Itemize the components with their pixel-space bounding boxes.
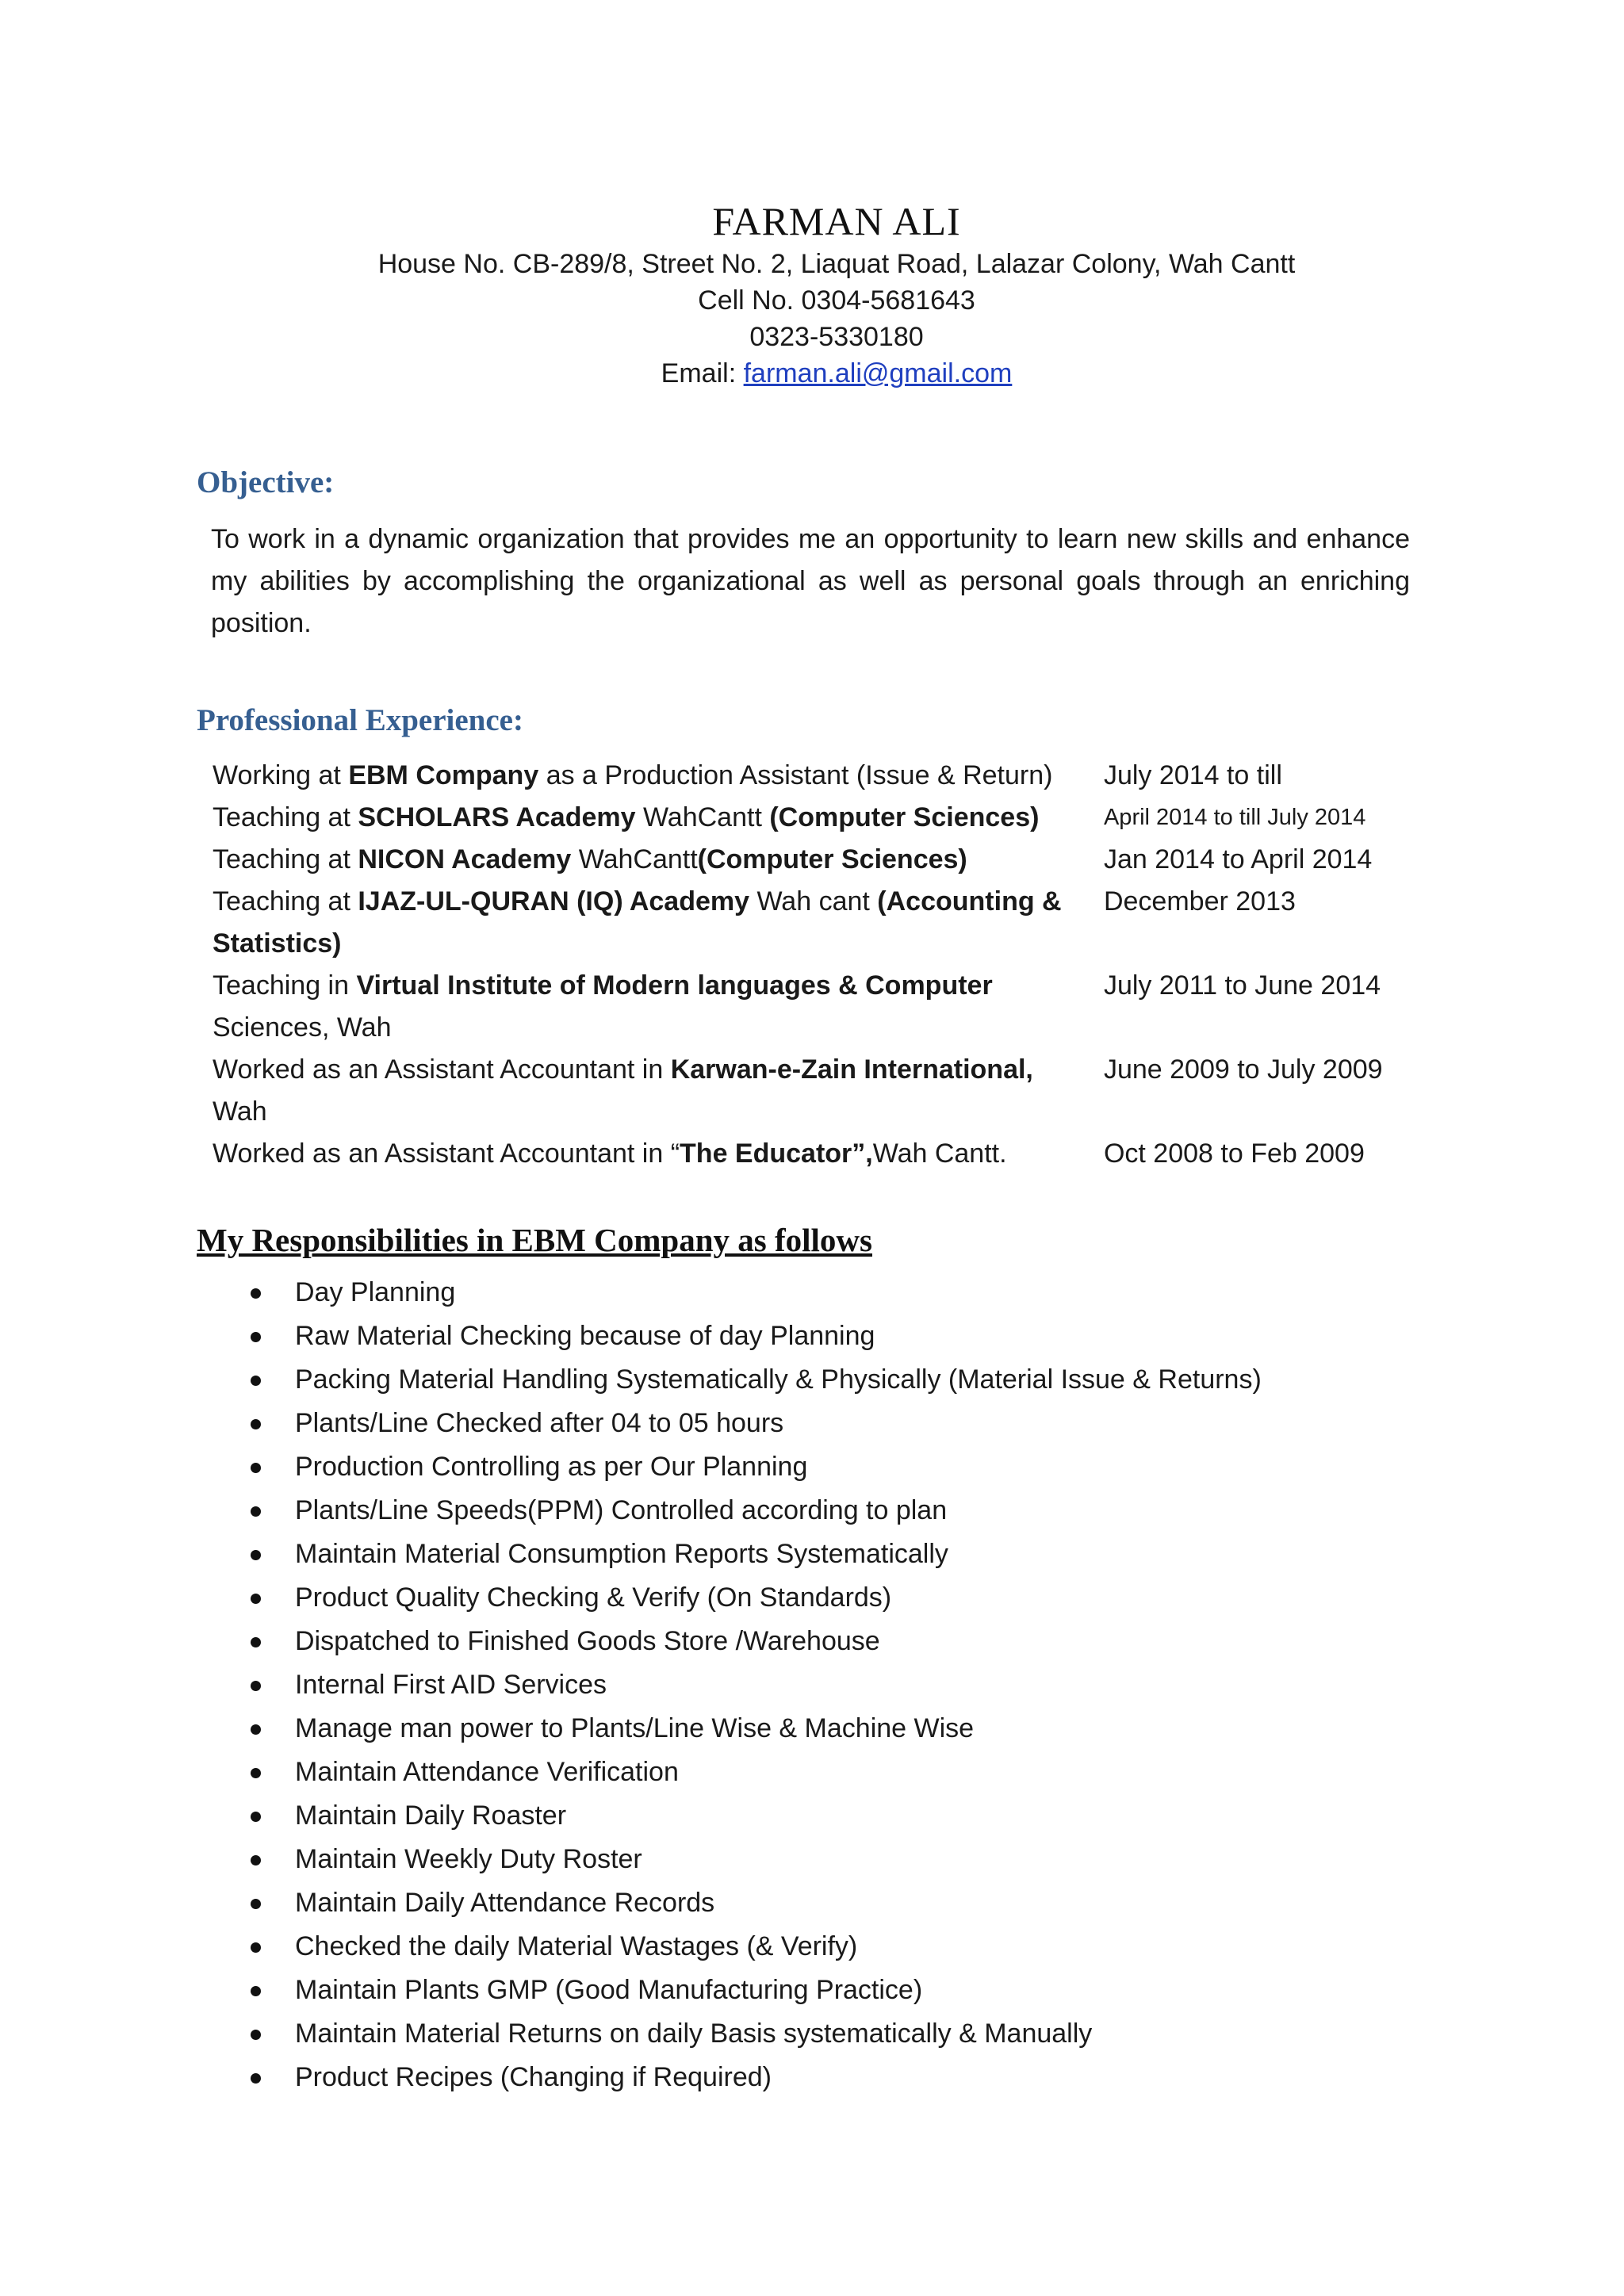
list-item-text: Dispatched to Finished Goods Store /Warehouse — [295, 1626, 880, 1656]
experience-text-part: IJAZ-UL-QURAN (IQ) Academy — [358, 886, 750, 916]
experience-text-part: Wah — [213, 1096, 267, 1127]
bullet-icon — [251, 1594, 261, 1604]
list-item-text: Internal First AID Services — [295, 1670, 607, 1700]
experience-text-part: SCHOLARS Academy — [358, 802, 636, 832]
experience-table — [213, 755, 1434, 1175]
bullet-icon — [251, 1681, 261, 1691]
experience-text-part: Teaching at — [213, 886, 358, 916]
list-item — [246, 1271, 1262, 1314]
list-item — [246, 1489, 1262, 1533]
bullet-icon — [251, 1376, 261, 1386]
bullet-icon — [251, 1419, 261, 1429]
list-item — [246, 1794, 1262, 1838]
responsibilities-heading: My Responsibilities in EBM Company as follows — [197, 1222, 872, 1258]
experience-description — [213, 1133, 1104, 1175]
experience-text-part: Sciences, Wah — [213, 1012, 392, 1043]
list-item-text: Maintain Plants GMP (Good Manufacturing Practice) — [295, 1975, 923, 2005]
list-item-text: Day Planning — [295, 1277, 456, 1307]
experience-description — [213, 965, 1104, 1049]
list-item-text: Maintain Daily Roaster — [295, 1800, 567, 1831]
list-item — [246, 1751, 1262, 1794]
list-item-text: Maintain Material Returns on daily Basis systematically & Manually — [295, 2019, 1093, 2049]
list-item — [246, 1576, 1262, 1620]
experience-date: Oct 2008 to Feb 2009 — [1103, 1138, 1365, 1169]
list-item-text: Maintain Material Consumption Reports Systematically — [295, 1539, 948, 1569]
list-item-text: Manage man power to Plants/Line Wise & Machine Wise — [295, 1713, 975, 1743]
objective-text: To work in a dynamic organization that provides me an opportunity to learn new skills and enhance my abilities by accomplishing the organizational as well as personal goals through an enriching position. — [211, 524, 1410, 638]
candidate-name: FARMAN ALI — [712, 199, 961, 243]
experience-text-part: WahCantt — [571, 844, 698, 874]
experience-heading: Professional Experience: — [197, 703, 523, 737]
experience-text-part: EBM Company — [348, 760, 539, 790]
experience-description — [213, 1049, 1104, 1133]
experience-date: December 2013 — [1103, 886, 1296, 916]
experience-text-part: The Educator”, — [680, 1138, 873, 1169]
list-item — [246, 1881, 1262, 1925]
bullet-icon — [251, 1724, 261, 1735]
list-item — [246, 1707, 1262, 1751]
bullet-icon — [251, 1768, 261, 1778]
list-item-text: Plants/Line Speeds(PPM) Controlled according to plan — [295, 1495, 948, 1525]
list-item-text: Product Recipes (Changing if Required) — [295, 2062, 772, 2092]
email-label: Email: — [661, 358, 744, 388]
email-line — [0, 355, 1624, 392]
experience-text-part: Teaching at — [213, 802, 358, 832]
list-item-text: Maintain Weekly Duty Roster — [295, 1844, 642, 1874]
list-item — [246, 1838, 1262, 1881]
experience-row — [213, 839, 1434, 881]
experience-text-part: Teaching in — [213, 970, 357, 1001]
resume-header — [0, 197, 1624, 392]
cell-number: Cell No. 0304-5681643 — [698, 285, 975, 316]
experience-row — [213, 881, 1434, 965]
list-item-text: Maintain Attendance Verification — [295, 1757, 679, 1787]
list-item — [246, 1402, 1262, 1445]
address-line: House No. CB-289/8, Street No. 2, Liaquat Road, Lalazar Colony, Wah Cantt — [377, 249, 1296, 279]
list-item-text: Maintain Daily Attendance Records — [295, 1888, 715, 1918]
list-item-text: Plants/Line Checked after 04 to 05 hours — [295, 1408, 784, 1438]
bullet-icon — [251, 1506, 261, 1517]
bullet-icon — [251, 1855, 261, 1866]
email-link[interactable]: farman.ali@gmail.com — [743, 358, 1013, 388]
experience-description — [213, 839, 1104, 881]
list-item — [246, 1445, 1262, 1489]
experience-text-part: Worked as an Assistant Accountant in “ — [213, 1138, 680, 1169]
objective-heading: Objective: — [197, 465, 335, 499]
experience-text-part: (Accounting & Statistics) — [213, 886, 1062, 959]
list-item-text: Checked the daily Material Wastages (& Verify) — [295, 1931, 858, 1961]
experience-text-part: Wah cant — [749, 886, 878, 916]
experience-date: July 2014 to till — [1103, 760, 1282, 790]
list-item-text: Production Controlling as per Our Planning — [295, 1452, 808, 1482]
experience-date: April 2014 to till July 2014 — [1103, 805, 1366, 830]
experience-row — [213, 797, 1434, 839]
list-item — [246, 1663, 1262, 1707]
experience-row — [213, 755, 1434, 797]
responsibilities-list — [246, 1271, 1262, 2099]
list-item — [246, 1314, 1262, 1358]
experience-description — [213, 881, 1104, 965]
experience-date: Jan 2014 to April 2014 — [1103, 844, 1373, 874]
bullet-icon — [251, 1550, 261, 1560]
experience-date: June 2009 to July 2009 — [1103, 1054, 1383, 1085]
bullet-icon — [251, 1986, 261, 1996]
list-item — [246, 1925, 1262, 1969]
experience-text-part: (Computer Sciences) — [697, 844, 967, 874]
list-item — [246, 1358, 1262, 1402]
list-item — [246, 2012, 1262, 2056]
bullet-icon — [251, 1942, 261, 1953]
experience-row — [213, 1049, 1434, 1133]
bullet-icon — [251, 1288, 261, 1299]
experience-text-part: (Computer Sciences) — [769, 802, 1040, 832]
experience-text-part: Working at — [213, 760, 349, 790]
experience-description — [213, 797, 1104, 839]
list-item-text: Raw Material Checking because of day Planning — [295, 1321, 875, 1351]
experience-text-part: Teaching at — [213, 844, 358, 874]
list-item — [246, 1969, 1262, 2012]
experience-text-part: Worked as an Assistant Accountant in — [213, 1054, 671, 1085]
experience-text-part: as a Production Assistant (Issue & Return) — [538, 760, 1053, 790]
list-item — [246, 2056, 1262, 2099]
list-item — [246, 1533, 1262, 1576]
experience-description — [213, 755, 1104, 797]
experience-row — [213, 965, 1434, 1049]
experience-row — [213, 1133, 1434, 1175]
experience-text-part: WahCantt — [635, 802, 770, 832]
list-item-text: Packing Material Handling Systematically & Physically (Material Issue & Returns) — [295, 1364, 1262, 1395]
bullet-icon — [251, 2030, 261, 2040]
bullet-icon — [251, 1637, 261, 1647]
bullet-icon — [251, 2073, 261, 2084]
bullet-icon — [251, 1463, 261, 1473]
experience-text-part: NICON Academy — [358, 844, 572, 874]
bullet-icon — [251, 1899, 261, 1909]
experience-text-part: Wah Cantt. — [872, 1138, 1007, 1169]
cell-number-2: 0323-5330180 — [749, 322, 924, 352]
experience-date: July 2011 to June 2014 — [1103, 970, 1381, 1001]
experience-text-part: Virtual Institute of Modern languages & Computer — [356, 970, 993, 1001]
list-item-text: Product Quality Checking & Verify (On Standards) — [295, 1582, 892, 1613]
list-item — [246, 1620, 1262, 1663]
bullet-icon — [251, 1332, 261, 1342]
experience-text-part: Karwan-e-Zain International, — [670, 1054, 1033, 1085]
bullet-icon — [251, 1812, 261, 1822]
